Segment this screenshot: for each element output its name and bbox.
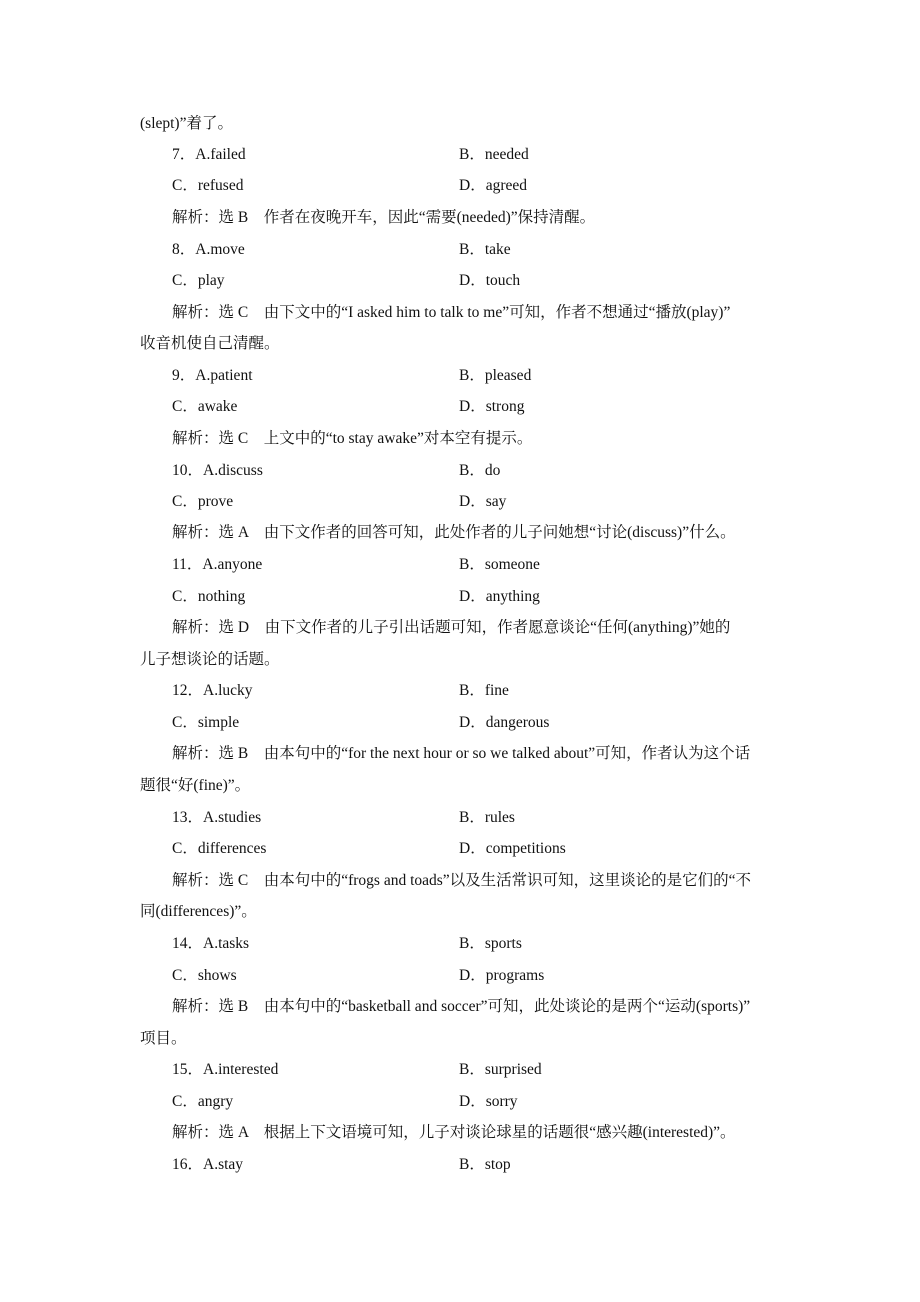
option-b: B．pleased bbox=[459, 367, 532, 384]
option-a: 12．A.lucky bbox=[172, 682, 253, 699]
option-c: C．nothing bbox=[172, 588, 246, 605]
option-d: D．agreed bbox=[459, 177, 527, 194]
option-b: B．someone bbox=[459, 556, 540, 573]
explanation-line: 项目。 bbox=[140, 1030, 187, 1047]
option-b: B．stop bbox=[459, 1156, 511, 1173]
option-c: C．prove bbox=[172, 493, 234, 510]
intro-tail: (slept)”着了。 bbox=[140, 115, 233, 132]
option-a: 11．A.anyone bbox=[172, 556, 263, 573]
explanation-line: 解析：选 C 由本句中的“frogs and toads”以及生活常识可知，这里谈论的是它们的“不 bbox=[172, 872, 752, 889]
explanation-line: 收音机使自己清醒。 bbox=[140, 335, 280, 352]
option-b: B．sports bbox=[459, 935, 522, 952]
option-c: C．awake bbox=[172, 398, 238, 415]
explanation-line: 题很“好(fine)”。 bbox=[140, 777, 251, 794]
option-a: 15．A.interested bbox=[172, 1061, 279, 1078]
option-c: C．play bbox=[172, 272, 225, 289]
option-a: 10．A.discuss bbox=[172, 462, 263, 479]
explanation-line: 解析：选 B 由本句中的“for the next hour or so we talked about”可知，作者认为这个话 bbox=[172, 745, 751, 762]
option-c: C．angry bbox=[172, 1093, 234, 1110]
option-a: 8．A.move bbox=[172, 241, 245, 258]
option-d: D．anything bbox=[459, 588, 540, 605]
option-c: C．differences bbox=[172, 840, 267, 857]
explanation-line: 解析：选 C 由下文中的“I asked him to talk to me”可知，作者不想通过“播放(play)” bbox=[172, 304, 731, 321]
explanation-line: 解析：选 B 由本句中的“basketball and soccer”可知，此处谈论的是两个“运动(sports)” bbox=[172, 998, 751, 1015]
explanation-line: 解析：选 C 上文中的“to stay awake”对本空有提示。 bbox=[172, 430, 533, 447]
explanation-line: 解析：选 B 作者在夜晚开车，因此“需要(needed)”保持清醒。 bbox=[172, 209, 596, 226]
option-c: C．simple bbox=[172, 714, 240, 731]
option-b: B．surprised bbox=[459, 1061, 542, 1078]
explanation-line: 儿子想谈论的话题。 bbox=[140, 651, 280, 668]
option-b: B．needed bbox=[459, 146, 529, 163]
option-d: D．strong bbox=[459, 398, 525, 415]
explanation-line: 解析：选 A 根据上下文语境可知，儿子对谈论球星的话题很“感兴趣(interested)”。 bbox=[172, 1124, 736, 1141]
explanation-line: 解析：选 A 由下文作者的回答可知，此处作者的儿子问她想“讨论(discuss)”什么。 bbox=[172, 524, 736, 541]
option-a: 16．A.stay bbox=[172, 1156, 244, 1173]
option-b: B．rules bbox=[459, 809, 515, 826]
option-a: 9．A.patient bbox=[172, 367, 253, 384]
option-b: B．do bbox=[459, 462, 501, 479]
option-b: B．fine bbox=[459, 682, 509, 699]
option-d: D．programs bbox=[459, 967, 545, 984]
explanation-line: 同(differences)”。 bbox=[140, 903, 257, 920]
option-a: 14．A.tasks bbox=[172, 935, 250, 952]
option-c: C．refused bbox=[172, 177, 244, 194]
option-d: D．sorry bbox=[459, 1093, 518, 1110]
option-b: B．take bbox=[459, 241, 511, 258]
option-c: C．shows bbox=[172, 967, 237, 984]
option-d: D．competitions bbox=[459, 840, 566, 857]
option-d: D．dangerous bbox=[459, 714, 550, 731]
option-a: 13．A.studies bbox=[172, 809, 262, 826]
option-d: D．say bbox=[459, 493, 507, 510]
explanation-line: 解析：选 D 由下文作者的儿子引出话题可知，作者愿意谈论“任何(anything)”她的 bbox=[172, 619, 731, 636]
option-d: D．touch bbox=[459, 272, 521, 289]
option-a: 7．A.failed bbox=[172, 146, 246, 163]
